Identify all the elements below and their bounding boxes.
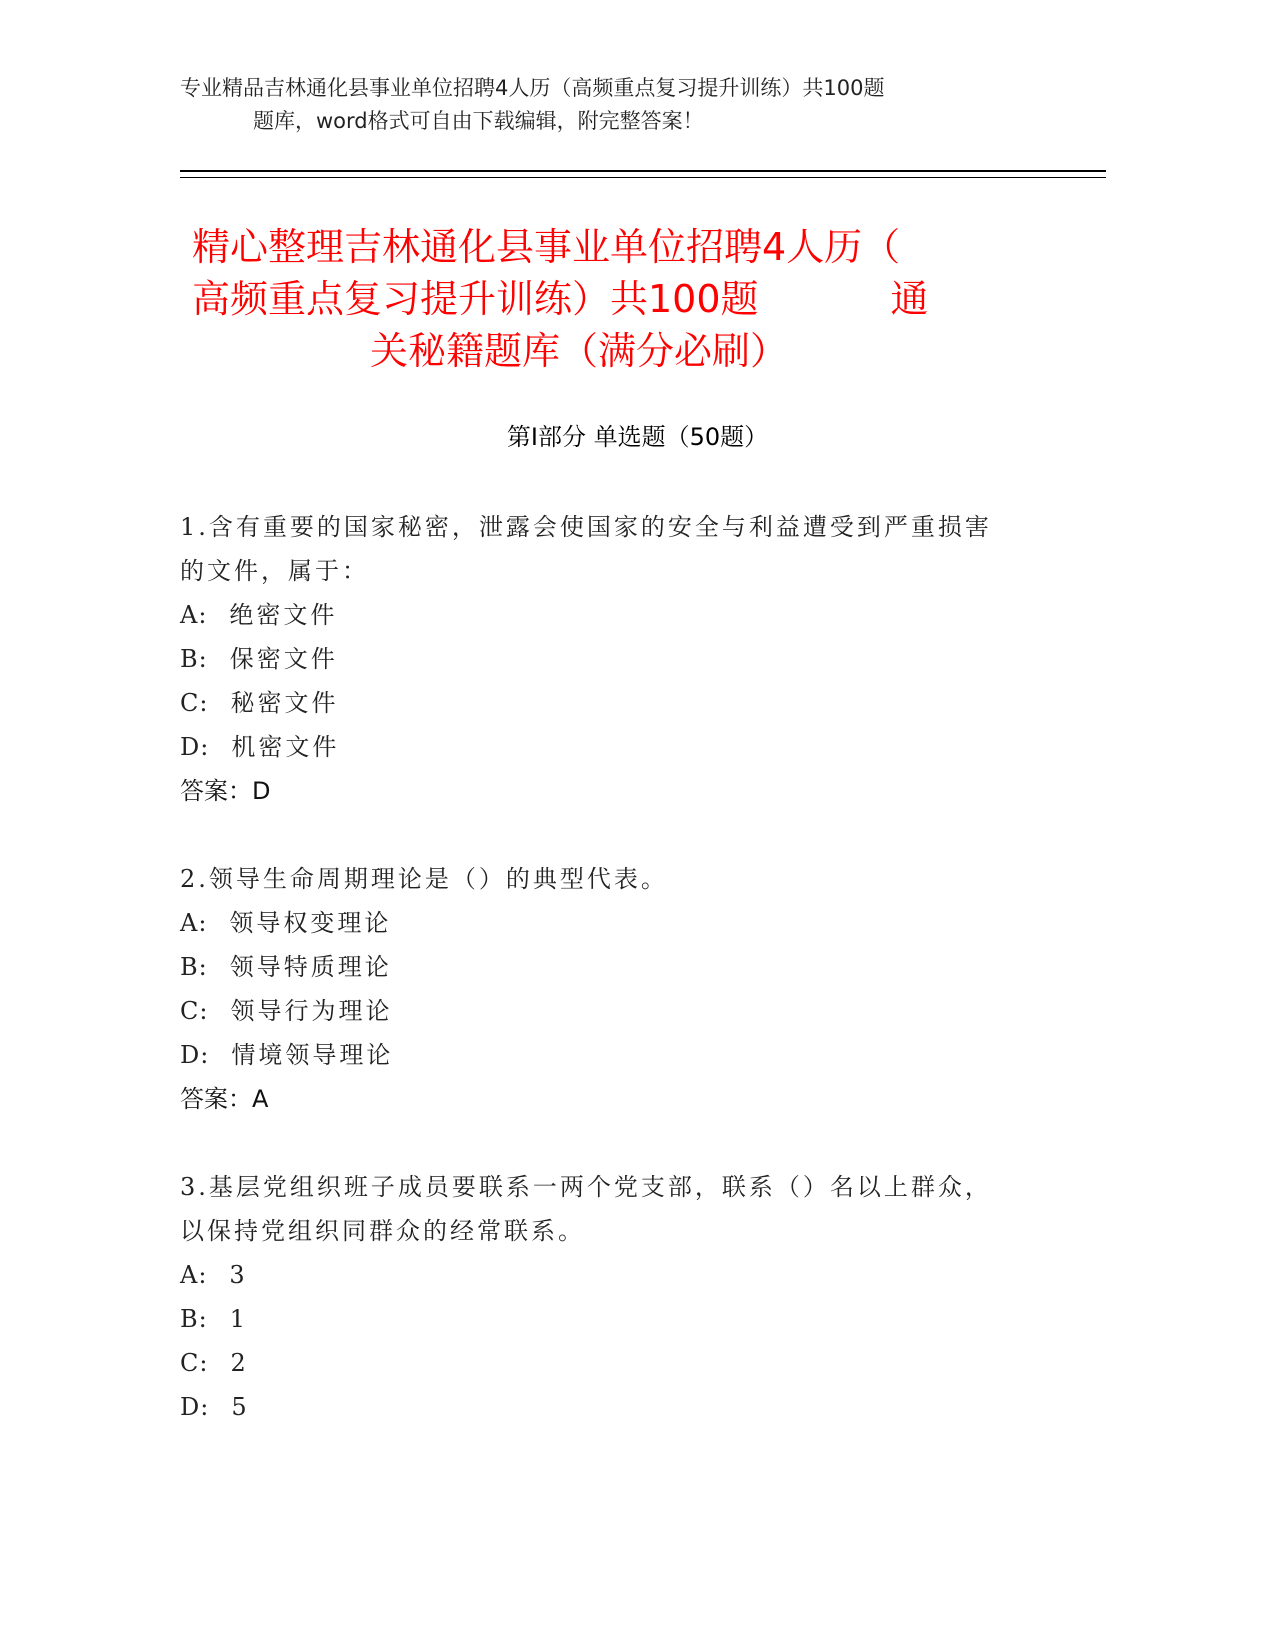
option-letter: B: xyxy=(180,953,208,981)
option-c xyxy=(180,681,1040,725)
title-line-2-tail: 通 xyxy=(890,277,929,321)
option-letter: C: xyxy=(180,1349,209,1377)
option-b xyxy=(180,945,1040,989)
option-text: 领导权变理论 xyxy=(229,909,392,937)
option-c xyxy=(180,989,1040,1033)
option-text: 绝密文件 xyxy=(229,601,338,629)
option-text: 保密文件 xyxy=(229,645,338,673)
option-text: 领导特质理论 xyxy=(229,953,392,981)
question-2 xyxy=(180,857,1040,1121)
option-letter: C: xyxy=(180,689,209,717)
option-b xyxy=(180,637,1040,681)
question-stem-line: 的文件，属于： xyxy=(180,557,369,585)
option-text: 领导行为理论 xyxy=(230,997,393,1025)
option-letter: B: xyxy=(180,645,208,673)
option-a xyxy=(180,593,1040,637)
option-b xyxy=(180,1297,1040,1341)
option-text: 秘密文件 xyxy=(230,689,339,717)
document-header-note xyxy=(180,72,1000,138)
option-d xyxy=(180,1385,1040,1429)
option-text: 机密文件 xyxy=(231,733,340,761)
question-1 xyxy=(180,505,1040,813)
title-line-2 xyxy=(180,273,1040,325)
title-line-3: 关秘籍题库（满分必刷） xyxy=(370,329,789,373)
option-letter: B: xyxy=(180,1305,208,1333)
option-letter: D: xyxy=(180,733,210,761)
question-stem-line: 以保持党组织同群众的经常联系。 xyxy=(180,1217,585,1245)
title-line-2-main: 高频重点复习提升训练）共100题 xyxy=(192,277,759,321)
answer-label: 答案：A xyxy=(180,1085,269,1113)
option-letter: A: xyxy=(180,601,208,629)
option-text: 1 xyxy=(229,1305,249,1333)
option-text: 情境领导理论 xyxy=(231,1041,394,1069)
header-note-line-1: 专业精品吉林通化县事业单位招聘4人历（高频重点复习提升训练）共100题 xyxy=(180,76,885,100)
option-d xyxy=(180,725,1040,769)
option-letter: D: xyxy=(180,1393,210,1421)
header-note-line-2: 题库，word格式可自由下载编辑，附完整答案！ xyxy=(253,109,704,133)
question-stem-line: 2.领导生命周期理论是（）的典型代表。 xyxy=(180,865,668,893)
option-text: 5 xyxy=(231,1393,250,1421)
question-stem-line: 1.含有重要的国家秘密，泄露会使国家的安全与利益遭受到严重损害 xyxy=(180,513,992,541)
question-list xyxy=(180,505,1040,1473)
section-heading: 第Ⅰ部分 单选题（50题） xyxy=(506,423,769,451)
document-title xyxy=(180,221,1040,377)
option-c xyxy=(180,1341,1040,1385)
option-letter: C: xyxy=(180,997,209,1025)
option-d xyxy=(180,1033,1040,1077)
title-line-1: 精心整理吉林通化县事业单位招聘4人历（ xyxy=(192,225,901,269)
question-stem-line: 3.基层党组织班子成员要联系一两个党支部，联系（）名以上群众， xyxy=(180,1173,992,1201)
option-text: 3 xyxy=(229,1261,248,1289)
option-letter: A: xyxy=(180,909,208,937)
option-text: 2 xyxy=(230,1349,249,1377)
option-letter: D: xyxy=(180,1041,210,1069)
header-divider-thin xyxy=(180,177,1106,178)
option-a xyxy=(180,1253,1040,1297)
option-a xyxy=(180,901,1040,945)
answer-label: 答案：D xyxy=(180,777,271,805)
question-3 xyxy=(180,1165,1040,1429)
header-divider-thick xyxy=(180,170,1106,172)
option-letter: A: xyxy=(180,1261,208,1289)
